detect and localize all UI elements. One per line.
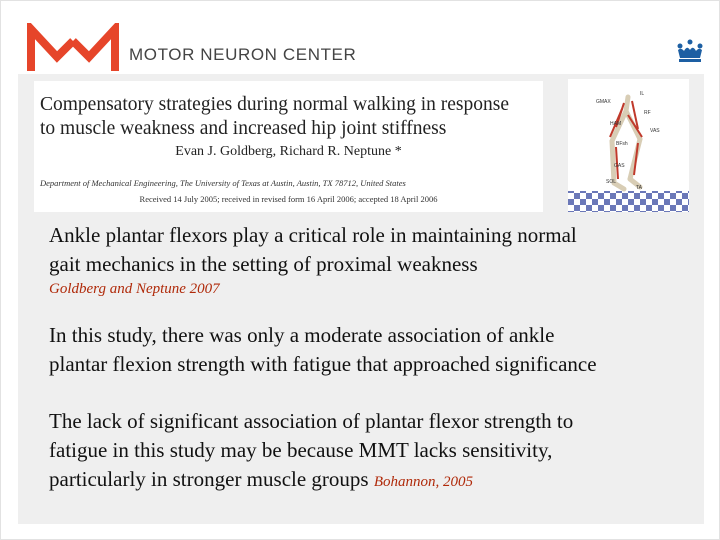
fig-label-4: VAS bbox=[650, 128, 660, 134]
logo-text: MOTOR NEURON CENTER bbox=[129, 45, 357, 64]
paragraph-3-line-3 bbox=[49, 465, 699, 497]
paper-header-image bbox=[34, 81, 543, 212]
checker-floor bbox=[568, 191, 689, 212]
crown-icon bbox=[675, 39, 705, 63]
citation-goldberg: Goldberg and Neptune 2007 bbox=[49, 281, 220, 297]
paper-title bbox=[40, 93, 537, 141]
paper-affiliation: Department of Mechanical Engineering, The University of Texas at Austin, Austin, TX 78712, United States bbox=[40, 178, 406, 188]
paragraph-3-line-3-text: particularly in stronger muscle groups bbox=[49, 467, 369, 491]
leg-muscle-diagram bbox=[568, 79, 689, 212]
paragraph-3-line-2: fatigue in this study may be because MMT lacks sensitivity, bbox=[49, 438, 553, 462]
paragraph-2 bbox=[49, 321, 699, 379]
paper-title-line-1: Compensatory strategies during normal walking in response bbox=[40, 94, 509, 115]
paragraph-2-line-2: plantar flexion strength with fatigue that approached significance bbox=[49, 352, 597, 376]
fig-label-6: GAS bbox=[614, 163, 625, 169]
leg-muscle-figure bbox=[568, 79, 689, 212]
paragraph-1-line-1: Ankle plantar flexors play a critical role in maintaining normal bbox=[49, 223, 577, 247]
fig-label-2: RF bbox=[644, 110, 651, 116]
paragraph-3 bbox=[49, 407, 699, 497]
paper-authors: Evan J. Goldberg, Richard R. Neptune * bbox=[175, 144, 402, 159]
paper-dates: Received 14 July 2005; received in revised form 16 April 2006; accepted 18 April 2006 bbox=[139, 194, 438, 204]
fig-label-8: TA bbox=[636, 185, 643, 191]
paragraph-1-line-2: gait mechanics in the setting of proximal weakness bbox=[49, 252, 478, 276]
fig-label-1: IL bbox=[640, 91, 645, 97]
paragraph-3-line-1: The lack of significant association of plantar flexor strength to bbox=[49, 409, 574, 433]
fig-label-5: BFsh bbox=[616, 141, 628, 147]
citation-bohannon: Bohannon, 2005 bbox=[373, 474, 474, 490]
paper-title-line-2: to muscle weakness and increased hip joint stiffness bbox=[40, 118, 447, 139]
paragraph-1 bbox=[49, 221, 699, 279]
mnc-logo-icon bbox=[25, 23, 121, 73]
fig-label-3: HAM bbox=[610, 121, 622, 127]
fig-label-0: GMAX bbox=[596, 99, 611, 105]
paragraph-2-line-1: In this study, there was only a moderate association of ankle bbox=[49, 323, 555, 347]
fig-label-7: SOL bbox=[606, 179, 617, 185]
